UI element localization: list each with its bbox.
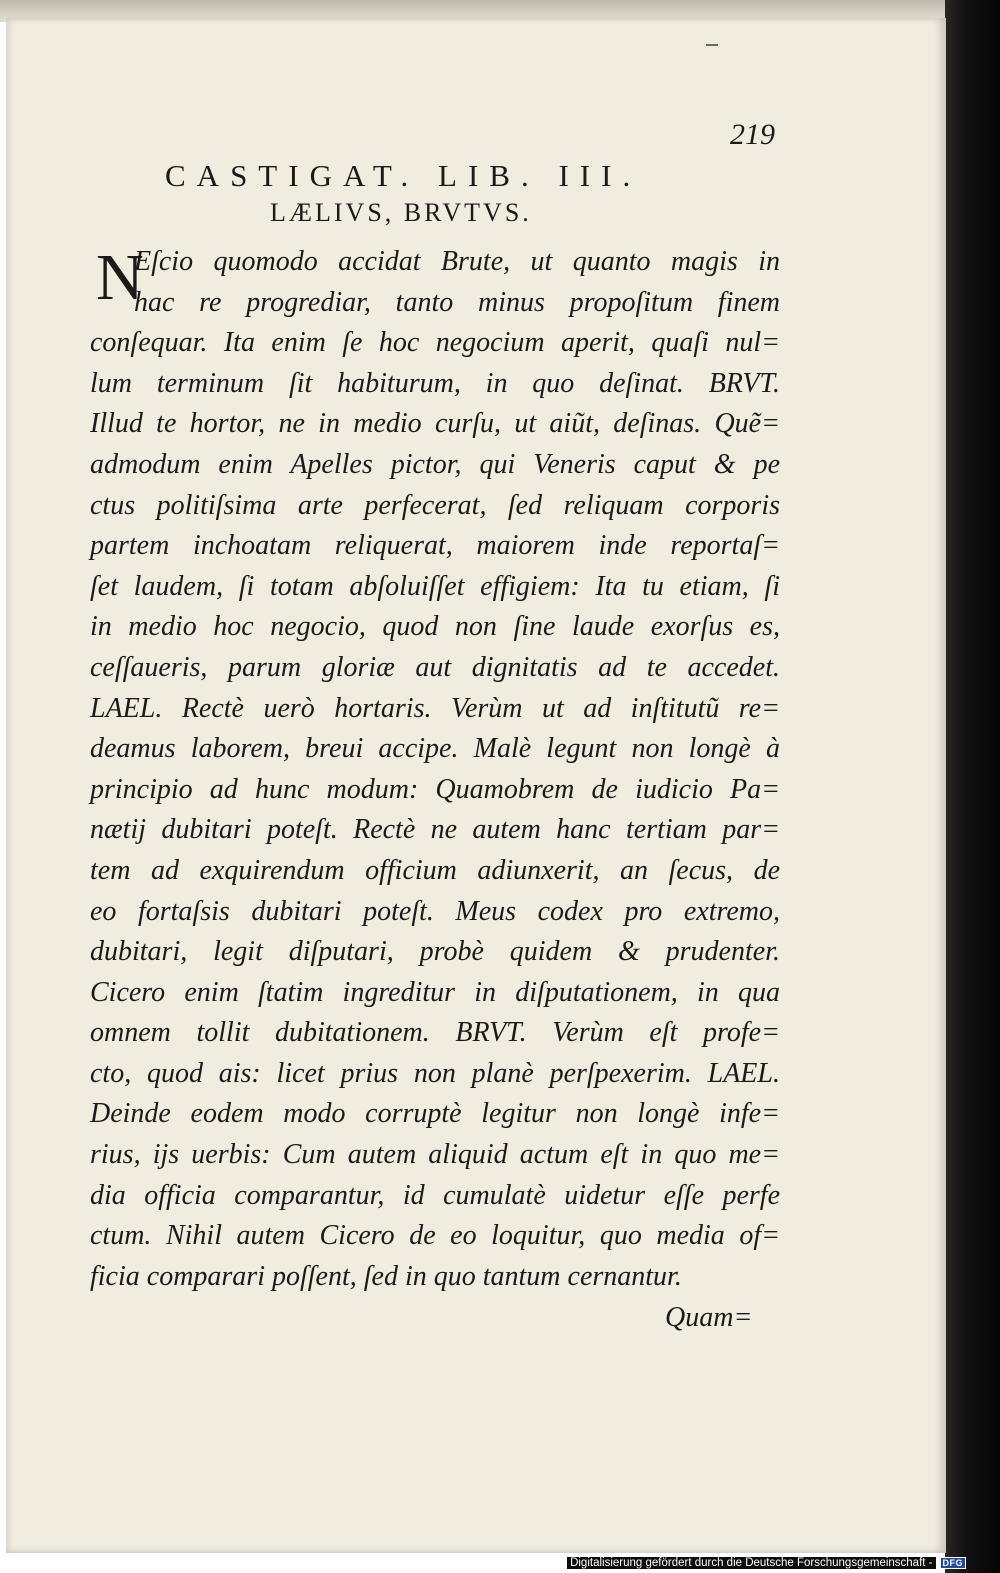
text-line: Cicero enim ſtatim ingreditur in diſputationem, in qua (90, 976, 780, 1008)
text-line: cto, quod ais: licet prius non planè perſpexerim. LAEL. (90, 1057, 780, 1089)
running-title: CASTIGAT. LIB. III. (165, 158, 642, 193)
text-line: ceſſaueris, parum gloriæ aut dignitatis ad te accedet. (90, 651, 780, 683)
text-line: dia officia comparantur, id cumulatè uidetur eſſe perfe (90, 1179, 780, 1211)
text-line: eo fortaſsis dubitari poteſt. Meus codex pro extremo, (90, 895, 780, 927)
footer-credit-text: Digitalisierung gefördert durch die Deutsche Forschungsgemeinschaft - (567, 1557, 935, 1569)
speakers-heading: LÆLIVS, BRVTVS. (270, 198, 532, 227)
text-line: LAEL. Rectè uerò hortaris. Verùm ut ad inſtitutũ re= (90, 692, 780, 724)
body-text (90, 242, 780, 1297)
drop-initial: N (96, 241, 144, 314)
text-line: hac re progrediar, tanto minus propoſitum finem (134, 286, 780, 318)
text-line: deamus laborem, breui accipe. Malè legunt non longè à (90, 733, 780, 765)
text-line: tem ad exquirendum officium adiunxerit, an ſecus, de (90, 854, 780, 886)
text-line: Illud te hortor, ne in medio curſu, ut aiũt, deſinas. Quẽ= (90, 408, 780, 440)
footer-credit (567, 1553, 966, 1573)
catchword: Quam= (665, 1302, 753, 1333)
text-line: ctus politiſsima arte perfecerat, ſed reliquam corporis (90, 489, 780, 521)
text-line: in medio hoc negocio, quod non ſine laude exorſus es, (90, 611, 780, 643)
text-line: omnem tollit dubitationem. BRVT. Verùm eſt profe= (90, 1017, 780, 1049)
text-line: ſet laudem, ſi totam abſoluiſſet effigiem: Ita tu etiam, ſi (90, 570, 780, 602)
page-number: 219 (730, 118, 775, 151)
text-line: nætij dubitari poteſt. Rectè ne autem hanc tertiam par= (90, 814, 780, 846)
scan-right-edge (945, 0, 1000, 1573)
text-line: lum terminum ſit habiturum, in quo deſinat. BRVT. (90, 367, 780, 399)
text-line: Deinde eodem modo corruptè legitur non longè infe= (90, 1098, 780, 1130)
text-line: ficia comparari poſſent, ſed in quo tantum cernantur. (90, 1260, 682, 1292)
text-line: ctum. Nihil autem Cicero de eo loquitur, quo media of= (90, 1220, 780, 1252)
text-line: admodum enim Apelles pictor, qui Veneris caput & pe (90, 448, 780, 480)
text-line: rius, ijs uerbis: Cum autem aliquid actum eſt in quo me= (90, 1139, 780, 1171)
text-line: partem inchoatam reliquerat, maiorem inde reportaſ= (90, 530, 780, 562)
text-line: principio ad hunc modum: Quamobrem de iudicio Pa= (90, 773, 780, 805)
page-mark (706, 44, 718, 46)
text-line: Eſcio quomodo accidat Brute, ut quanto magis in (134, 246, 780, 277)
dfg-logo-icon: DFG (940, 1557, 967, 1569)
text-line: dubitari, legit diſputari, probè quidem & prudenter. (90, 936, 780, 968)
text-line: conſequar. Ita enim ſe hoc negocium aperit, quaſi nul= (90, 327, 780, 359)
